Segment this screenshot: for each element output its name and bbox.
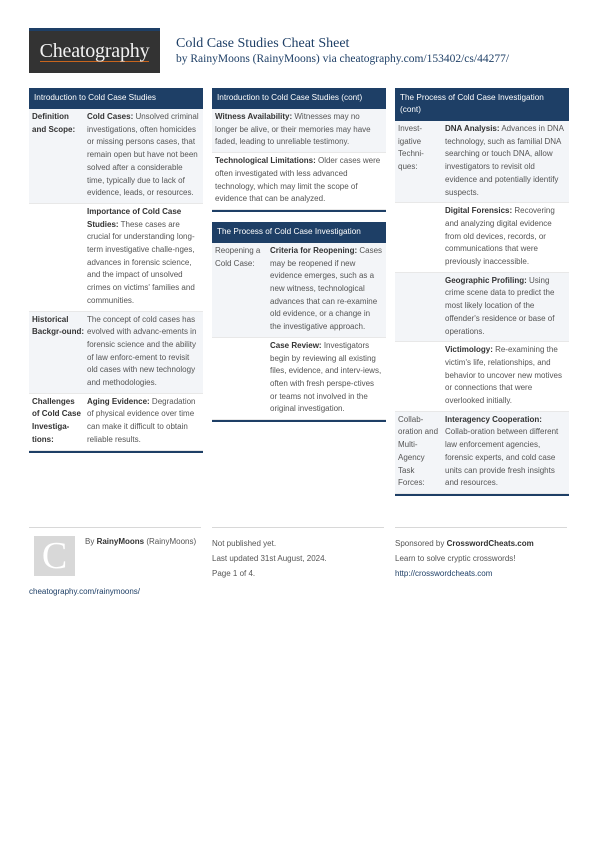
column-2 [212,88,386,432]
table-row [29,312,203,394]
author-name[interactable]: RainyMoons [96,537,145,546]
row-term: Geographic Profiling: [445,275,527,285]
row-value [87,111,200,200]
footer-author [29,527,201,599]
table-row [212,153,386,210]
row-term: Criteria for Reopening: [270,245,358,255]
footer-meta [212,527,384,581]
row-text: Degradation of physical evidence over time can make it difficult to obtain reliable results. [87,396,196,444]
row-text: Unsolved criminal investigations, often homicides or missing persons cases, that remain open but have not been solved after a considerable time, typically due to lack of evidence, leads, or resources. [87,112,199,198]
row-value [445,123,566,199]
row-value [270,245,383,334]
section-header: Introduction to Cold Case Studies (cont) [212,88,386,109]
row-text: Cases may be reopened if new evidence emerges, such as a new witness, technological advances that can re-examine old evidence, or a change in the investigative approach. [270,245,383,332]
table-row [212,338,386,420]
table-row [29,204,203,312]
author-profile-link[interactable]: cheatography.com/rainymoons/ [29,587,141,596]
row-text: Using crime scene data to predict the most likely location of the offender's residence or base of operations. [445,275,555,336]
row-key [215,340,270,416]
row-key [398,275,445,339]
row-text: Re-examining the victim's life, relationships, and behavior to uncover new motives or connections that were overlooked initially. [445,345,562,406]
row-key [398,205,445,269]
row-value [87,206,200,308]
row-term: Technological Limitations: [215,156,316,166]
cheatography-logo[interactable] [29,28,160,73]
row-term: Importance of Cold Case Studies: [87,206,182,229]
row-value [445,205,566,269]
section-intro [29,88,203,453]
row-key: Reopening a Cold Case: [215,245,261,268]
row-value [215,111,383,149]
page-subtitle[interactable]: by RainyMoons (RainyMoons) via cheatography.com/153402/cs/44277/ [176,53,510,65]
section-intro-cont [212,88,386,212]
row-text: Older cases were often investigated with less advanced technology, which may limit the scope of evidence that can be analyzed. [215,156,381,204]
row-value [87,314,200,390]
by-label: By [85,537,97,546]
section-header: The Process of Cold Case Investigation (cont) [395,88,569,121]
row-term: Witness Availability: [215,112,293,121]
sponsor-prefix: Sponsored by [395,539,447,548]
row-key: Definition and Scope: [32,112,76,134]
table-row [395,412,569,494]
row-text: Recovering and analyzing digital evidence from old devices, records, or communications that were previously inaccessible. [445,206,555,267]
row-term: Victimology: [445,345,493,355]
sponsor-name[interactable]: CrosswordCheats.com [446,539,534,548]
section-process [212,222,386,422]
row-value [87,396,200,447]
table-row [29,394,203,451]
row-key: Invest-igative Techni-ques: [398,124,424,172]
row-key [398,344,445,408]
sponsor-line [395,536,567,551]
row-term: Aging Evidence: [87,396,150,406]
author-handle: (RainyMoons) [144,537,197,546]
column-1 [29,88,203,463]
table-row [395,203,569,273]
row-text: These cases are crucial for understanding long-term investigative challe-nges, advances in forensic science, and the impact of unsolved crimes on victims' families and communities. [87,219,195,305]
section-process-cont [395,88,569,496]
table-row [212,243,386,338]
row-term: DNA Analysis: [445,124,500,133]
row-key: Historical Backgr-ound: [32,314,84,337]
title-block [176,36,509,67]
row-value [445,414,566,490]
sponsor-tagline: Learn to solve cryptic crosswords! [395,554,516,563]
table-row [212,109,386,153]
row-term: Digital Forensics: [445,206,513,216]
column-3 [395,88,569,506]
row-key: Challenges of Cold Case Investiga-tions: [32,396,81,444]
published-status: Not published yet. [212,539,277,548]
table-row [395,121,569,203]
row-text: Collab-oration between different law enforcement agencies, forensic experts, and cold case units can provide fresh insights and resources. [445,427,559,488]
row-key: Collab-oration and Multi-Agency Task Forces: [398,414,439,488]
table-row [29,109,203,204]
page-number: Page 1 of 4. [212,569,256,578]
row-term: Case Review: [270,340,322,350]
last-updated: Last updated 31st August, 2024. [212,554,327,563]
row-value [445,275,566,339]
sponsor-link[interactable]: http://crosswordcheats.com [395,569,493,578]
section-header: The Process of Cold Case Investigation [212,222,386,243]
page-title: Cold Case Studies Cheat Sheet [176,36,350,51]
row-text: Advances in DNA technology, such as familial DNA searching or touch DNA, allow investigators to revisit old evidence and potentially identify suspects. [445,124,564,197]
row-term: Cold Cases: [87,112,134,121]
footer-sponsor [395,527,567,581]
row-text: Investigators begin by reviewing all existing files, evidence, and interv-iews, often with fresh perspe-ctives or teams not involved in the original investigation. [270,340,382,414]
section-header: Introduction to Cold Case Studies [29,88,203,109]
row-value [215,155,383,206]
row-value [445,344,566,408]
row-text: The concept of cold cases has evolved with advanc-ements in forensic science and the ability of law enforc-ement to revisit old cases with new technology and methodologies. [87,314,197,388]
avatar[interactable]: C [34,536,75,576]
row-key [32,206,87,308]
table-row [395,273,569,343]
row-value [270,340,383,416]
row-text: Witnesses may no longer be alive, or their memories may have faded, leading to unreliable testimony. [215,112,371,147]
table-row [395,342,569,412]
page-header [29,28,589,74]
logo-text: Cheatography [39,40,150,62]
row-term: Interagency Cooperation: [445,414,542,424]
